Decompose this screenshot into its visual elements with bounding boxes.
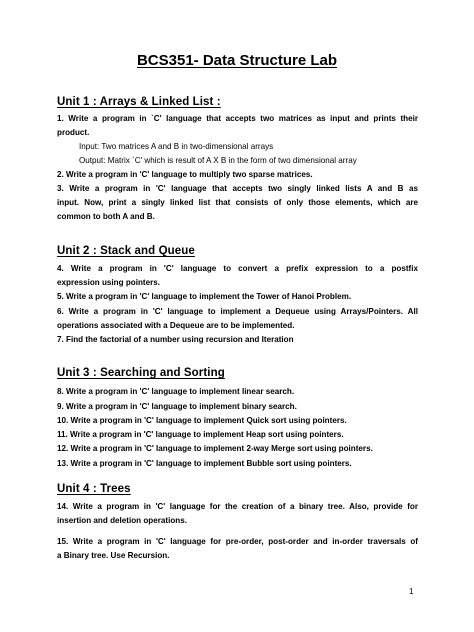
unit-3-line-6: 13. Write a program in 'C' language to implement Bubble sort using pointers. [57, 459, 352, 468]
page-number: 1 [409, 587, 414, 596]
unit-3-line-5: 12. Write a program in 'C' language to implement 2-way Merge sort using pointers. [57, 444, 373, 453]
unit-4-heading: Unit 4 : Trees [57, 483, 131, 495]
unit-1-output-note: Output: Matrix `C' which is result of A X B in the form of two dimensional array [79, 156, 357, 165]
unit-2-line-1: 4. Write a program in 'C' language to convert a prefix expression to a postfix [57, 264, 418, 273]
unit-1-line-8: common to both A and B. [57, 212, 155, 221]
unit-3-line-2: 9. Write a program in 'C' language to implement binary search. [57, 402, 297, 411]
unit-3-heading: Unit 3 : Searching and Sorting [57, 367, 225, 379]
unit-1-line-1: 1. Write a program in `C' language that accepts two matrices as input and prints their [57, 114, 418, 123]
unit-3-line-1: 8. Write a program in 'C' language to implement linear search. [57, 387, 295, 396]
unit-2-heading: Unit 2 : Stack and Queue [57, 245, 195, 257]
unit-1-line-2: product. [57, 128, 90, 137]
unit-1-line-6: 3. Write a program in 'C' language that accepts two singly linked lists A and B as [57, 184, 418, 193]
unit-4-line-4: a Binary tree. Use Recursion. [57, 551, 170, 560]
unit-1-line-5: 2. Write a program in 'C' language to multiply two sparse matrices. [57, 170, 313, 179]
unit-1-heading: Unit 1 : Arrays & Linked List : [57, 96, 221, 108]
unit-3-line-3: 10. Write a program in 'C' language to implement Quick sort using pointers. [57, 416, 347, 425]
unit-2-line-4: 6. Write a program in 'C' language to implement a Dequeue using Arrays/Pointers. All [57, 307, 418, 316]
unit-2-line-3: 5. Write a program in 'C' language to implement the Tower of Hanoi Problem. [57, 292, 352, 301]
unit-4-line-1: 14. Write a program in 'C' language for the creation of a binary tree. Also, provide for [57, 502, 418, 511]
unit-4-line-3: 15. Write a program in 'C' language for pre-order, post-order and in-order traversals of [57, 537, 418, 546]
unit-2-line-2: expression using pointers. [57, 278, 160, 287]
unit-1-line-7: input. Now, print a singly linked list that consists of only those elements, which are [57, 198, 418, 207]
unit-1-input-note: Input: Two matrices A and B in two-dimensional arrays [79, 142, 274, 151]
unit-4-line-2: insertion and deletion operations. [57, 516, 187, 525]
page-title: BCS351- Data Structure Lab [136, 52, 338, 69]
unit-3-line-4: 11. Write a program in 'C' language to implement Heap sort using pointers. [57, 430, 344, 439]
unit-2-line-5: operations associated with a Dequeue are to be implemented. [57, 321, 295, 330]
unit-2-line-6: 7. Find the factorial of a number using recursion and Iteration [57, 335, 294, 344]
